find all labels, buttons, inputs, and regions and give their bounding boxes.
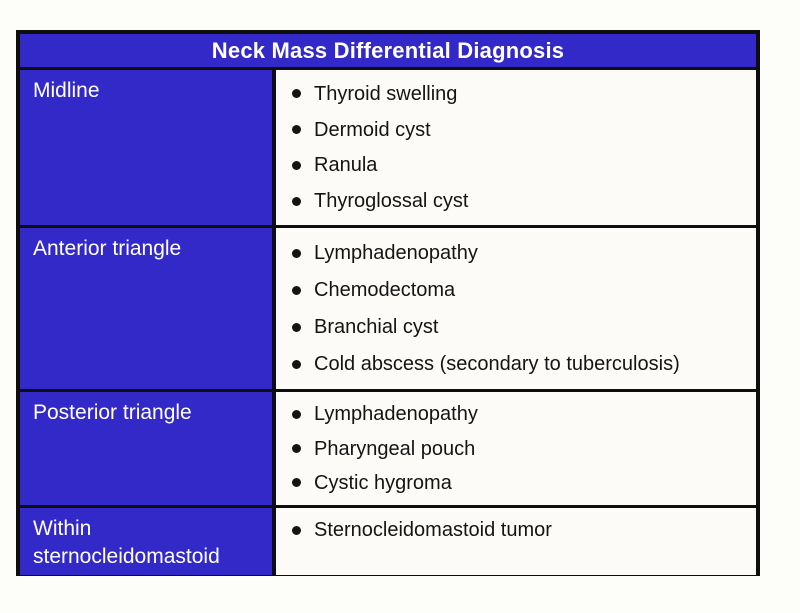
bullet-icon <box>292 478 301 487</box>
item-list <box>276 228 756 389</box>
list-item <box>292 189 750 213</box>
list-item <box>292 471 750 495</box>
list-item <box>292 241 750 265</box>
item-text: Thyroglossal cyst <box>314 190 469 213</box>
bullet-icon <box>292 125 301 134</box>
bullet-icon <box>292 286 301 295</box>
bullet-icon <box>292 323 301 332</box>
table-row <box>20 67 756 225</box>
list-item <box>292 437 750 461</box>
items-cell <box>276 508 756 575</box>
list-item <box>292 402 750 426</box>
table-row <box>20 225 756 389</box>
items-cell <box>276 70 756 225</box>
item-text: Lymphadenopathy <box>314 403 478 426</box>
list-item <box>292 118 750 142</box>
items-cell <box>276 228 756 389</box>
item-list <box>276 70 756 225</box>
list-item <box>292 153 750 177</box>
bullet-icon <box>292 526 301 535</box>
item-text: Ranula <box>314 154 378 177</box>
list-item <box>292 82 750 106</box>
list-item <box>292 315 750 339</box>
list-item <box>292 278 750 302</box>
bullet-icon <box>292 444 301 453</box>
bullet-icon <box>292 161 301 170</box>
table-title: Neck Mass Differential Diagnosis <box>20 34 756 67</box>
table-body <box>20 67 756 575</box>
region-label: Posterior triangle <box>20 392 276 505</box>
item-text: Pharyngeal pouch <box>314 437 476 460</box>
item-text: Dermoid cyst <box>314 118 431 141</box>
item-text: Chemodectoma <box>314 279 456 301</box>
bullet-icon <box>292 197 301 206</box>
item-text: Branchial cyst <box>314 316 439 338</box>
bullet-icon <box>292 249 301 258</box>
table-row <box>20 505 756 575</box>
item-text: Lymphadenopathy <box>314 242 478 264</box>
region-label: Within sternocleidomastoid <box>20 508 276 575</box>
item-text: Cold abscess (secondary to tuberculosis) <box>314 353 680 375</box>
list-item <box>292 352 750 376</box>
item-text: Thyroid swelling <box>314 82 458 105</box>
differential-diagnosis-table <box>16 30 760 576</box>
item-text: Cystic hygroma <box>314 471 452 494</box>
bullet-icon <box>292 89 301 98</box>
region-label: Midline <box>20 70 276 225</box>
table-row <box>20 389 756 505</box>
bullet-icon <box>292 360 301 369</box>
bullet-icon <box>292 410 301 419</box>
item-list <box>276 392 756 505</box>
item-list <box>276 508 756 575</box>
items-cell <box>276 392 756 505</box>
list-item <box>292 518 750 542</box>
region-label: Anterior triangle <box>20 228 276 389</box>
item-text: Sternocleidomastoid tumor <box>314 519 552 541</box>
